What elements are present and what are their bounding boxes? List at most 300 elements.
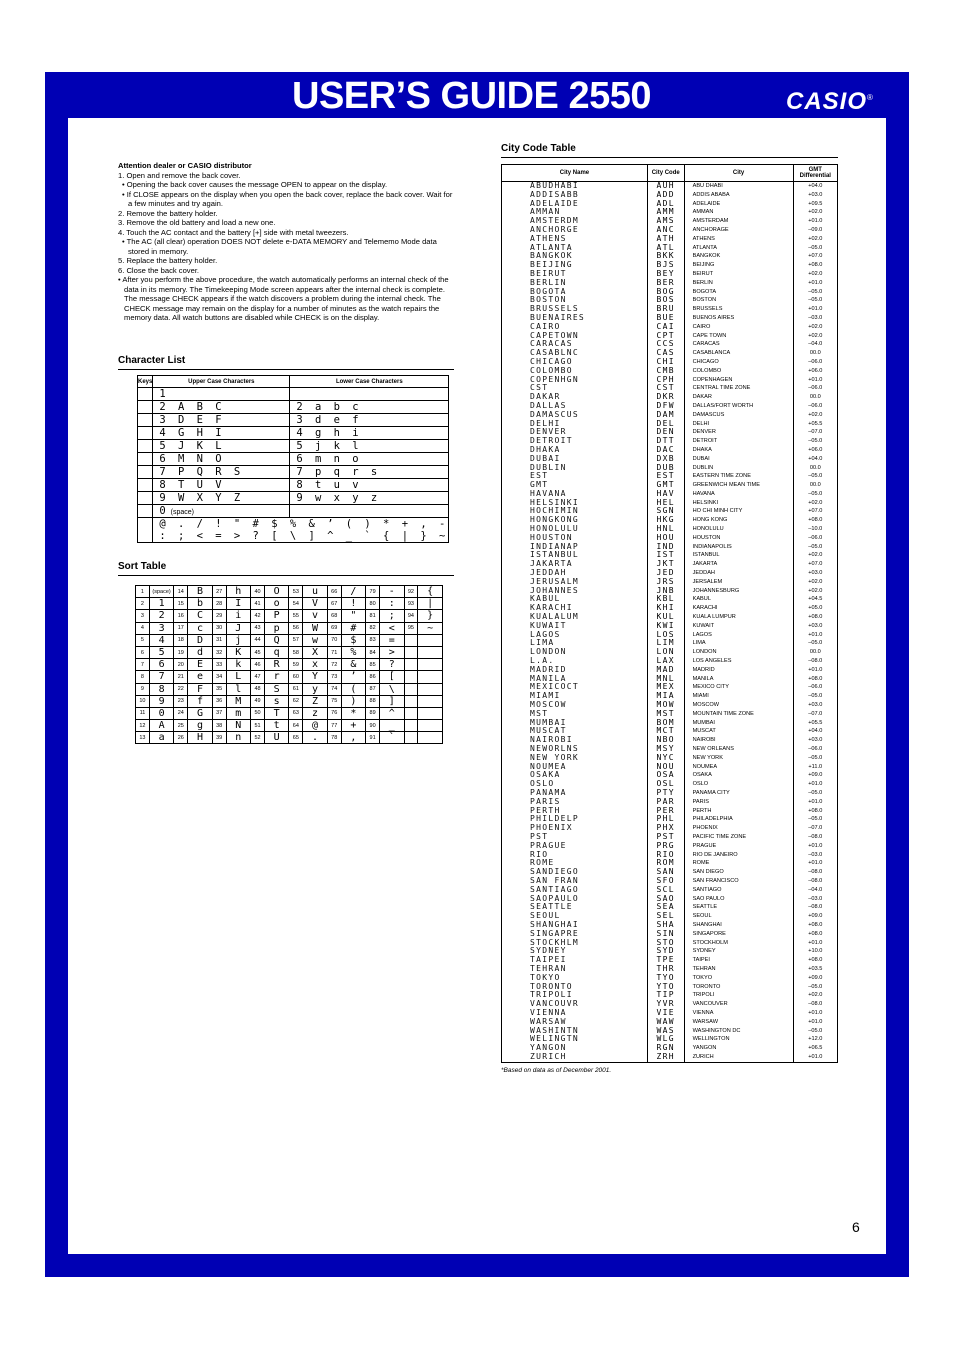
city-full-name: TOKYO xyxy=(684,974,793,983)
sort-character: C xyxy=(188,610,213,622)
sort-order-number: 84 xyxy=(366,646,380,658)
sort-order-number: 63 xyxy=(289,707,303,719)
city-display-name: ATHENS xyxy=(502,235,648,244)
city-full-name: SEOUL xyxy=(684,912,793,921)
sort-row xyxy=(136,720,443,732)
gmt-differential: +06.0 xyxy=(793,446,837,455)
gmt-differential: +08.0 xyxy=(793,930,837,939)
city-display-name: SANDIEGO xyxy=(502,868,648,877)
sort-order-number: 80 xyxy=(366,598,380,610)
city-full-name: PERTH xyxy=(684,807,793,816)
charlist-lower-cell: 8 t u v xyxy=(290,479,449,492)
city-display-name: KUWAIT xyxy=(502,622,648,631)
gmt-differential: –03.0 xyxy=(793,314,837,323)
attention-section xyxy=(118,161,458,323)
city-code: MSY xyxy=(647,745,684,754)
gmt-differential: +09.0 xyxy=(793,974,837,983)
city-display-name: NEW YORK xyxy=(502,754,648,763)
city-full-name: CASABLANCA xyxy=(684,349,793,358)
sort-order-number: 26 xyxy=(174,732,188,744)
charlist-upper-cell xyxy=(153,388,290,401)
sort-character: 3 xyxy=(149,622,174,634)
city-full-name: ANCHORAGE xyxy=(684,226,793,235)
gmt-differential: +11.0 xyxy=(793,763,837,772)
city-full-name: NAIROBI xyxy=(684,736,793,745)
city-display-name: WELINGTN xyxy=(502,1035,648,1044)
sort-order-number xyxy=(404,646,418,658)
gmt-differential: –06.0 xyxy=(793,683,837,692)
sort-table-heading: Sort Table xyxy=(118,561,167,572)
sort-row xyxy=(136,634,443,646)
sort-character: Y xyxy=(303,671,328,683)
city-full-name: ABU DHABI xyxy=(684,182,793,191)
city-full-name: DUBLIN xyxy=(684,464,793,473)
city-full-name: BANGKOK xyxy=(684,252,793,261)
sort-character: / xyxy=(341,586,366,598)
city-code: STO xyxy=(647,939,684,948)
charlist-lower-cell: 4 g h i xyxy=(290,427,449,440)
city-code: SEL xyxy=(647,912,684,921)
sort-order-number: 49 xyxy=(251,695,265,707)
city-code: LIM xyxy=(647,639,684,648)
sort-character: W xyxy=(303,622,328,634)
city-full-name: JEDDAH xyxy=(684,569,793,578)
city-code: ANC xyxy=(647,226,684,235)
charlist-row xyxy=(138,518,449,543)
sort-order-number: 92 xyxy=(404,586,418,598)
gmt-differential: –05.0 xyxy=(793,754,837,763)
sort-character xyxy=(418,634,443,646)
sort-order-number: 91 xyxy=(366,732,380,744)
charlist-row xyxy=(138,466,449,479)
sort-order-number: 68 xyxy=(327,610,341,622)
sort-order-number: 16 xyxy=(174,610,188,622)
gmt-differential: +08.0 xyxy=(793,956,837,965)
city-full-name: MANILA xyxy=(684,675,793,684)
sort-order-number: 85 xyxy=(366,659,380,671)
city-display-name: PANAMA xyxy=(502,789,648,798)
sort-character: (space) xyxy=(149,586,174,598)
city-display-name: L.A. xyxy=(502,657,648,666)
gmt-differential: +01.0 xyxy=(793,305,837,314)
city-full-name: KUALA LUMPUR xyxy=(684,613,793,622)
city-full-name: BEIJING xyxy=(684,261,793,270)
city-code: MAD xyxy=(647,666,684,675)
sort-order-number xyxy=(404,695,418,707)
city-full-name: WASHINGTON DC xyxy=(684,1027,793,1036)
city-display-name: TORONTO xyxy=(502,983,648,992)
upper-chars: 1 xyxy=(159,388,169,400)
city-full-name: NOUMEA xyxy=(684,763,793,772)
city-code: SHA xyxy=(647,921,684,930)
gmt-differential: +07.0 xyxy=(793,252,837,261)
city-full-name: NEW YORK xyxy=(684,754,793,763)
sort-order-number: 25 xyxy=(174,720,188,732)
city-display-name: SANTIAGO xyxy=(502,886,648,895)
city-display-name: BEIRUT xyxy=(502,270,648,279)
city-code: PTY xyxy=(647,789,684,798)
sort-order-number: 61 xyxy=(289,683,303,695)
gmt-differential: +03.0 xyxy=(793,569,837,578)
city-full-name: MOUNTAIN TIME ZONE xyxy=(684,710,793,719)
sort-table xyxy=(135,585,443,744)
city-code: OSA xyxy=(647,771,684,780)
city-table-footnote: *Based on data as of December 2001. xyxy=(501,1067,612,1074)
gmt-differential: +02.0 xyxy=(793,332,837,341)
city-full-name: PHOENIX xyxy=(684,824,793,833)
sort-order-number: 53 xyxy=(289,586,303,598)
sort-character: b xyxy=(188,598,213,610)
sort-character: ! xyxy=(341,598,366,610)
city-display-name: HONGKONG xyxy=(502,516,648,525)
city-display-name: DALLAS xyxy=(502,402,648,411)
sort-order-number xyxy=(404,720,418,732)
city-code: JRS xyxy=(647,578,684,587)
sort-order-number: 2 xyxy=(136,598,150,610)
city-display-name: HOCHIMIN xyxy=(502,507,648,516)
charlist-upper-cell xyxy=(153,427,290,440)
gmt-differential: –03.0 xyxy=(793,895,837,904)
city-code: JNB xyxy=(647,587,684,596)
city-full-name: SAN FRANCISCO xyxy=(684,877,793,886)
city-code: ROM xyxy=(647,859,684,868)
sort-character: 8 xyxy=(149,683,174,695)
attention-line: 5. Replace the battery holder. xyxy=(118,256,218,265)
sort-order-number: 69 xyxy=(327,622,341,634)
sort-character: f xyxy=(188,695,213,707)
casio-logo xyxy=(786,88,874,116)
city-code: CAS xyxy=(647,349,684,358)
sort-order-number xyxy=(404,732,418,744)
city-full-name: CHICAGO xyxy=(684,358,793,367)
page-title: USER’S GUIDE 2550 xyxy=(292,75,651,117)
gmt-differential: +04.5 xyxy=(793,595,837,604)
city-code: LOS xyxy=(647,631,684,640)
gmt-differential: –05.0 xyxy=(793,543,837,552)
city-code: HEL xyxy=(647,499,684,508)
gmt-differential: +01.0 xyxy=(793,1018,837,1027)
upper-chars: 3 D E F xyxy=(159,414,225,426)
city-code: MEX xyxy=(647,683,684,692)
gmt-differential: +03.0 xyxy=(793,736,837,745)
sort-order-number: 11 xyxy=(136,707,150,719)
sort-order-number: 81 xyxy=(366,610,380,622)
city-full-name: AMSTERDAM xyxy=(684,217,793,226)
city-full-name: TORONTO xyxy=(684,983,793,992)
city-display-name: MUSCAT xyxy=(502,727,648,736)
city-display-name: ZURICH xyxy=(502,1053,648,1062)
gmt-differential: +01.0 xyxy=(793,217,837,226)
sort-character: y xyxy=(303,683,328,695)
city-display-name: BANGKOK xyxy=(502,252,648,261)
sort-order-number: 78 xyxy=(327,732,341,744)
city-code: YTO xyxy=(647,983,684,992)
city-full-name: MUSCAT xyxy=(684,727,793,736)
upper-chars: 2 A B C xyxy=(159,401,225,413)
gmt-differential: –07.0 xyxy=(793,428,837,437)
city-code: MOW xyxy=(647,701,684,710)
charlist-key-cell xyxy=(138,414,153,427)
sort-row xyxy=(136,732,443,744)
city-display-name: LIMA xyxy=(502,639,648,648)
city-display-name: LAGOS xyxy=(502,631,648,640)
upper-chars: 6 M N O xyxy=(159,453,225,465)
city-code: WLG xyxy=(647,1035,684,1044)
city-code: JED xyxy=(647,569,684,578)
sort-order-number: 41 xyxy=(251,598,265,610)
city-code-table xyxy=(501,164,838,1063)
charlist-row xyxy=(138,505,449,518)
gmt-differential: +01.0 xyxy=(793,939,837,948)
city-full-name: TEHRAN xyxy=(684,965,793,974)
sort-character: G xyxy=(188,707,213,719)
sort-order-number: 79 xyxy=(366,586,380,598)
city-code: PHL xyxy=(647,815,684,824)
sort-character: 0 xyxy=(149,707,174,719)
sort-character: D xyxy=(188,634,213,646)
city-display-name: DENVER xyxy=(502,428,648,437)
sort-order-number: 57 xyxy=(289,634,303,646)
city-display-name: HELSINKI xyxy=(502,499,648,508)
sort-order-number: 40 xyxy=(251,586,265,598)
city-full-name: ATLANTA xyxy=(684,244,793,253)
city-code: SAN xyxy=(647,868,684,877)
sort-character: \ xyxy=(380,683,405,695)
sort-row xyxy=(136,622,443,634)
charlist-key-cell xyxy=(138,388,153,401)
charlist-symbols-cell xyxy=(153,518,449,543)
sort-character xyxy=(418,707,443,719)
city-code: HAV xyxy=(647,490,684,499)
gmt-differential: –08.0 xyxy=(793,903,837,912)
city-code: KUL xyxy=(647,613,684,622)
charlist-row xyxy=(138,440,449,453)
sort-order-number: 50 xyxy=(251,707,265,719)
city-display-name: PHOENIX xyxy=(502,824,648,833)
gmt-differential: –05.0 xyxy=(793,288,837,297)
city-code: JKT xyxy=(647,560,684,569)
sort-order-number: 48 xyxy=(251,683,265,695)
city-display-name: SAN FRAN xyxy=(502,877,648,886)
city-full-name: SANTIAGO xyxy=(684,886,793,895)
sort-character xyxy=(418,695,443,707)
city-display-name: CAPETOWN xyxy=(502,332,648,341)
charlist-row xyxy=(138,414,449,427)
city-code: CCS xyxy=(647,340,684,349)
sort-character: E xyxy=(188,659,213,671)
sort-character: e xyxy=(188,671,213,683)
attention-instructions xyxy=(118,171,458,323)
sort-row xyxy=(136,646,443,658)
city-code: PST xyxy=(647,833,684,842)
city-full-name: STOCKHOLM xyxy=(684,939,793,948)
gmt-differential: +08.0 xyxy=(793,613,837,622)
city-display-name: COPENHGN xyxy=(502,376,648,385)
city-display-name: KARACHI xyxy=(502,604,648,613)
sort-order-number xyxy=(404,671,418,683)
sort-character: i xyxy=(226,610,251,622)
city-full-name: ATHENS xyxy=(684,235,793,244)
sort-order-number: 18 xyxy=(174,634,188,646)
city-code: SIN xyxy=(647,930,684,939)
sort-character: l xyxy=(226,683,251,695)
city-full-name: CAPE TOWN xyxy=(684,332,793,341)
city-full-name: HO CHI MINH CITY xyxy=(684,507,793,516)
city-full-name: SHANGHAI xyxy=(684,921,793,930)
charlist-lower-cell: 6 m n o xyxy=(290,453,449,466)
city-full-name: BRUSSELS xyxy=(684,305,793,314)
gmt-differential: 00.0 xyxy=(793,481,837,490)
gmt-differential: –05.0 xyxy=(793,639,837,648)
city-full-name: COPENHAGEN xyxy=(684,376,793,385)
city-full-name: KARACHI xyxy=(684,604,793,613)
city-full-name: DENVER xyxy=(684,428,793,437)
city-display-name: PERTH xyxy=(502,807,648,816)
city-code: TYO xyxy=(647,974,684,983)
city-full-name: KABUL xyxy=(684,595,793,604)
sort-order-number xyxy=(404,634,418,646)
sort-character: z xyxy=(303,707,328,719)
sort-character: n xyxy=(226,732,251,744)
sort-order-number: 42 xyxy=(251,610,265,622)
sort-order-number: 47 xyxy=(251,671,265,683)
city-code: ADL xyxy=(647,200,684,209)
city-code: SCL xyxy=(647,886,684,895)
sort-order-number: 76 xyxy=(327,707,341,719)
city-code: DUB xyxy=(647,464,684,473)
city-display-name: SAOPAULO xyxy=(502,895,648,904)
city-code: ZRH xyxy=(647,1053,684,1062)
city-code: DXB xyxy=(647,455,684,464)
charlist-lower-cell: 9 w x y z xyxy=(290,492,449,505)
attention-line: • If CLOSE appears on the display when you open the back cover, replace the back cover. Wait for a few minutes and try again. xyxy=(122,189,453,208)
city-full-name: EASTERN TIME ZONE xyxy=(684,472,793,481)
sort-order-number: 93 xyxy=(404,598,418,610)
city-full-name: BOSTON xyxy=(684,296,793,305)
city-full-name: OSLO xyxy=(684,780,793,789)
charlist-key-cell xyxy=(138,453,153,466)
sort-order-number: 1 xyxy=(136,586,150,598)
city-full-name: LAGOS xyxy=(684,631,793,640)
city-display-name: SHANGHAI xyxy=(502,921,648,930)
sort-order-number: 60 xyxy=(289,671,303,683)
city-code: WAW xyxy=(647,1018,684,1027)
sort-order-number: 38 xyxy=(212,720,226,732)
city-full-name: SAN DIEGO xyxy=(684,868,793,877)
sort-order-number: 75 xyxy=(327,695,341,707)
sort-order-number: 6 xyxy=(136,646,150,658)
gmt-differential: –10.0 xyxy=(793,525,837,534)
character-list-table xyxy=(137,375,449,543)
sort-character: A xyxy=(149,720,174,732)
city-display-name: PRAGUE xyxy=(502,842,648,851)
charlist-upper-cell xyxy=(153,414,290,427)
charlist-row xyxy=(138,427,449,440)
gmt-differential: +07.0 xyxy=(793,507,837,516)
character-list-heading: Character List xyxy=(118,355,186,366)
city-code: DAC xyxy=(647,446,684,455)
gmt-differential: –08.0 xyxy=(793,877,837,886)
city-display-name: YANGON xyxy=(502,1044,648,1053)
city-full-name: PHILADELPHIA xyxy=(684,815,793,824)
gmt-differential: –06.0 xyxy=(793,384,837,393)
city-full-name: YANGON xyxy=(684,1044,793,1053)
sort-character xyxy=(418,720,443,732)
sort-order-number: 20 xyxy=(174,659,188,671)
city-display-name: CAIRO xyxy=(502,323,648,332)
city-full-name: VIENNA xyxy=(684,1009,793,1018)
city-display-name: STOCKHLM xyxy=(502,939,648,948)
gmt-differential: +01.0 xyxy=(793,798,837,807)
city-display-name: HONOLULU xyxy=(502,525,648,534)
registered-mark: ® xyxy=(867,93,874,102)
gmt-differential: –05.0 xyxy=(793,789,837,798)
sort-character: r xyxy=(264,671,289,683)
city-code: BRU xyxy=(647,305,684,314)
city-full-name: DELHI xyxy=(684,420,793,429)
city-full-name: VANCOUVER xyxy=(684,1000,793,1009)
city-full-name: TRIPOLI xyxy=(684,991,793,1000)
charlist-key-cell xyxy=(138,492,153,505)
charlist-upper-cell xyxy=(153,453,290,466)
charlist-row xyxy=(138,453,449,466)
charlist-upper-cell xyxy=(153,466,290,479)
city-full-name: BEIRUT xyxy=(684,270,793,279)
city-display-name: CST xyxy=(502,384,648,393)
city-header-city: City xyxy=(684,165,793,182)
city-display-name: MOSCOW xyxy=(502,701,648,710)
city-code: TIP xyxy=(647,991,684,1000)
sort-order-number: 82 xyxy=(366,622,380,634)
city-code: BER xyxy=(647,279,684,288)
city-code: LON xyxy=(647,648,684,657)
city-code: AMM xyxy=(647,208,684,217)
gmt-differential: +02.0 xyxy=(793,578,837,587)
sort-character: q xyxy=(264,646,289,658)
sort-character: x xyxy=(303,659,328,671)
attention-line: • Opening the back cover causes the message OPEN to appear on the display. xyxy=(122,180,388,189)
sort-character: p xyxy=(264,622,289,634)
sort-character: : xyxy=(380,598,405,610)
sort-character: u xyxy=(303,586,328,598)
city-display-name: DHAKA xyxy=(502,446,648,455)
gmt-differential: +06.5 xyxy=(793,1044,837,1053)
sort-character: ) xyxy=(341,695,366,707)
sort-character: " xyxy=(341,610,366,622)
gmt-differential: +03.0 xyxy=(793,191,837,200)
city-full-name: NEW ORLEANS xyxy=(684,745,793,754)
sort-character: U xyxy=(264,732,289,744)
sort-character: Q xyxy=(264,634,289,646)
sort-character: . xyxy=(303,732,328,744)
city-full-name: KUWAIT xyxy=(684,622,793,631)
sort-character: J xyxy=(226,622,251,634)
city-code: CPT xyxy=(647,332,684,341)
city-display-name: JEDDAH xyxy=(502,569,648,578)
sort-character: 9 xyxy=(149,695,174,707)
upper-chars: 4 G H I xyxy=(159,427,225,439)
sort-order-number: 10 xyxy=(136,695,150,707)
sort-order-number: 59 xyxy=(289,659,303,671)
city-display-name: AMSTERDM xyxy=(502,217,648,226)
gmt-differential: –05.0 xyxy=(793,437,837,446)
sort-order-number xyxy=(404,659,418,671)
city-full-name: ROME xyxy=(684,859,793,868)
gmt-differential: +02.0 xyxy=(793,323,837,332)
sort-order-number: 5 xyxy=(136,634,150,646)
city-code: DKR xyxy=(647,393,684,402)
gmt-differential: +01.0 xyxy=(793,842,837,851)
